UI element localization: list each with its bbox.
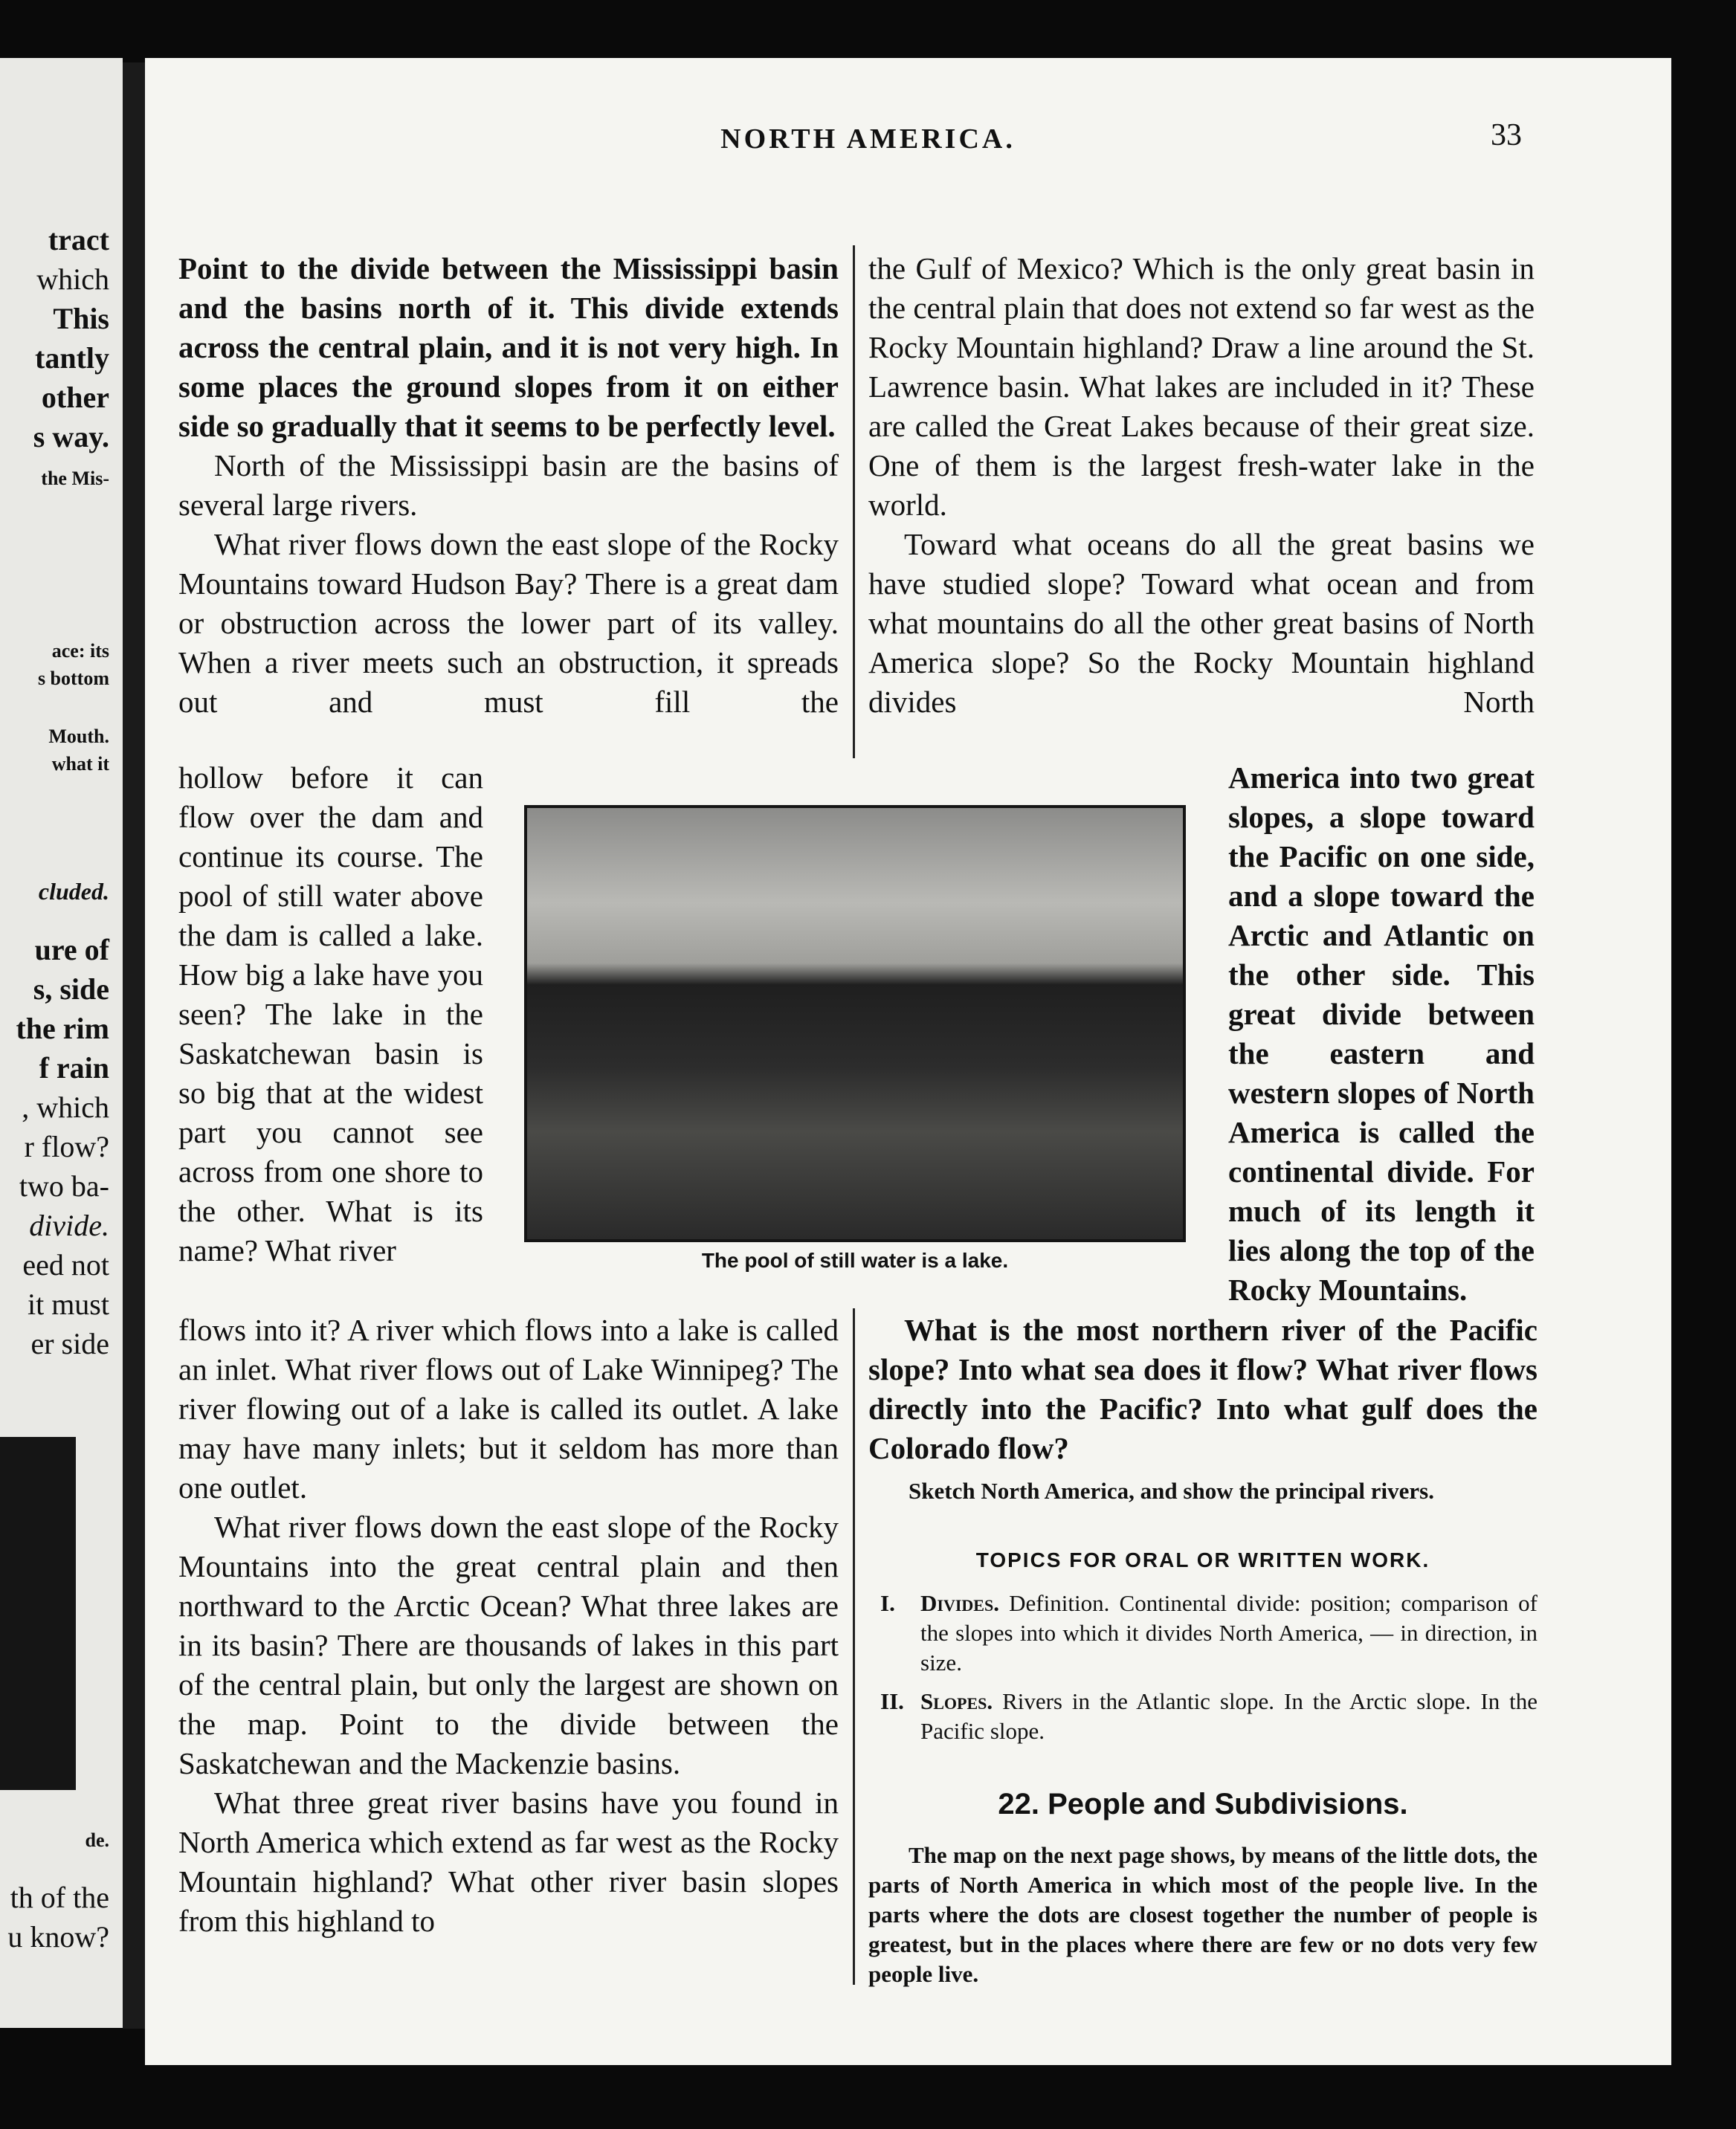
right-column-wrap bbox=[1228, 758, 1535, 1310]
facing-page-photo bbox=[0, 1437, 76, 1790]
running-head: NORTH AMERICA. bbox=[720, 123, 1016, 155]
facing-text: other bbox=[41, 381, 109, 414]
facing-text: r flow? bbox=[24, 1130, 109, 1163]
facing-text: f rain bbox=[39, 1051, 109, 1085]
facing-text: de. bbox=[85, 1829, 109, 1851]
facing-text: ace: its bbox=[51, 640, 109, 662]
facing-text: s, side bbox=[33, 972, 109, 1006]
facing-text: divide. bbox=[29, 1209, 109, 1242]
facing-text: , which bbox=[22, 1091, 109, 1124]
facing-text: th of the bbox=[10, 1881, 109, 1914]
facing-page-strip bbox=[0, 58, 123, 2028]
topic-number: I. bbox=[880, 1590, 895, 1616]
column-rule bbox=[853, 245, 855, 758]
facing-text: tantly bbox=[35, 341, 109, 375]
column-rule bbox=[853, 1308, 855, 1985]
section-heading: 22. People and Subdivisions. bbox=[998, 1788, 1408, 1821]
topic-item bbox=[868, 1687, 1537, 1746]
paragraph: Toward what oceans do all the great basins we have studied slope? Toward what ocean and from what mountains do all the other great basins of North America slope? So the Rocky Mountain highland divides North bbox=[868, 527, 1535, 719]
topic-text: Definition. Continental divide: position; comparison of the slopes into which it divides North America, — in direction, in size. bbox=[920, 1590, 1538, 1676]
paragraph: Point to the divide between the Mississippi basin and the basins north of it. This divide extends across the central plain, and it is not very high. In some places the ground slopes from it on either side so gradually that it seems to be perfectly level. bbox=[178, 251, 839, 443]
right-column-top bbox=[868, 249, 1535, 722]
facing-text: ure of bbox=[34, 933, 109, 966]
paragraph: What river flows down the east slope of the Rocky Mountains toward Hudson Bay? There is a great dam or obstruction across the lower part of its valley. When a river meets such an obstruction, it spreads out and must fill the bbox=[178, 527, 839, 719]
topic-text: Rivers in the Atlantic slope. In the Arctic slope. In the Pacific slope. bbox=[920, 1688, 1537, 1744]
topic-number: II. bbox=[880, 1688, 904, 1714]
left-column-wrap bbox=[178, 758, 483, 1270]
facing-text: it must bbox=[27, 1288, 109, 1321]
facing-text: This bbox=[53, 302, 109, 335]
paragraph: What three great river basins have you found in North America which extend as far west as the Rocky Mountain highland? What other river basin slopes from this highland to bbox=[178, 1786, 839, 1938]
topic-term: Divides. bbox=[920, 1590, 999, 1616]
facing-text: the Mis- bbox=[41, 468, 109, 489]
topic-term: Slopes. bbox=[920, 1688, 993, 1714]
book-gutter bbox=[123, 62, 145, 2029]
left-column-top bbox=[178, 249, 839, 722]
facing-text: which bbox=[36, 262, 109, 296]
facing-text: two ba- bbox=[19, 1169, 109, 1203]
facing-text: cluded. bbox=[38, 878, 109, 905]
paragraph: America into two great slopes, a slope toward the Pacific on one side, and a slope toward the Arctic and Atlantic on the other side. This great divide between the eastern and western slopes of North America is called the continental divide. For much of its length it lies along the top of the Rocky Mountains. bbox=[1228, 760, 1535, 1307]
facing-text: tract bbox=[48, 223, 109, 256]
page-number: 33 bbox=[1491, 118, 1522, 152]
paragraph: What river flows down the east slope of the Rocky Mountains into the great central plain and then northward to the Arctic Ocean? What three lakes are in its basin? There are thousands of lakes in this part of the central plain, but only the largest are shown on the map. Point to the divide between the Saskatchewan and the Mackenzie basins. bbox=[178, 1510, 839, 1780]
right-column-bottom bbox=[868, 1311, 1537, 1989]
section-body: The map on the next page shows, by means of the little dots, the parts of North America in which most of the people live. In the parts where the dots are closest together the number of people is greatest, but in the places where there are few or no dots very few people live. bbox=[868, 1842, 1537, 1987]
topics-heading: TOPICS FOR ORAL OR WRITTEN WORK. bbox=[975, 1548, 1430, 1571]
paragraph: North of the Mississippi basin are the basins of several large rivers. bbox=[178, 448, 839, 522]
topic-item bbox=[868, 1589, 1537, 1678]
figure-caption: The pool of still water is a lake. bbox=[701, 1249, 1009, 1272]
paragraph: the Gulf of Mexico? Which is the only great basin in the central plain that does not extend so far west as the Rocky Mountain highland? Draw a line around the St. Lawrence basin. What lakes are included in it? These are called the Great Lakes because of their great size. One of them is the largest fresh-water lake in the world. bbox=[868, 251, 1535, 522]
facing-text: u know? bbox=[7, 1920, 109, 1954]
paragraph: flows into it? A river which flows into a lake is called an inlet. What river flows out of Lake Winnipeg? The river flowing out of a lake is called its outlet. A lake may have many inlets; but it seldom has more than one outlet. bbox=[178, 1313, 839, 1505]
facing-text: s bottom bbox=[37, 668, 109, 689]
facing-text: what it bbox=[51, 753, 109, 775]
paragraph: What is the most northern river of the Pacific slope? Into what sea does it flow? What river flows directly into the Pacific? Into what gulf does the Colorado flow? bbox=[868, 1313, 1537, 1465]
facing-text: eed not bbox=[22, 1248, 109, 1282]
left-column-bottom bbox=[178, 1311, 839, 1941]
page-edge bbox=[1671, 58, 1701, 2065]
facing-text: er side bbox=[30, 1327, 109, 1360]
sketch-instruction: Sketch North America, and show the principal rivers. bbox=[909, 1478, 1434, 1504]
lake-photograph bbox=[524, 805, 1186, 1242]
facing-text: the rim bbox=[16, 1012, 109, 1045]
facing-text: s way. bbox=[33, 420, 109, 453]
paragraph: hollow before it can flow over the dam and continue its course. The pool of still water above the dam is called a lake. How big a lake have you seen? The lake in the Saskatchewan basin is so big that at the widest part you cannot see across from one shore to the other. What is its name? What river bbox=[178, 760, 483, 1267]
facing-text: Mouth. bbox=[48, 726, 109, 747]
